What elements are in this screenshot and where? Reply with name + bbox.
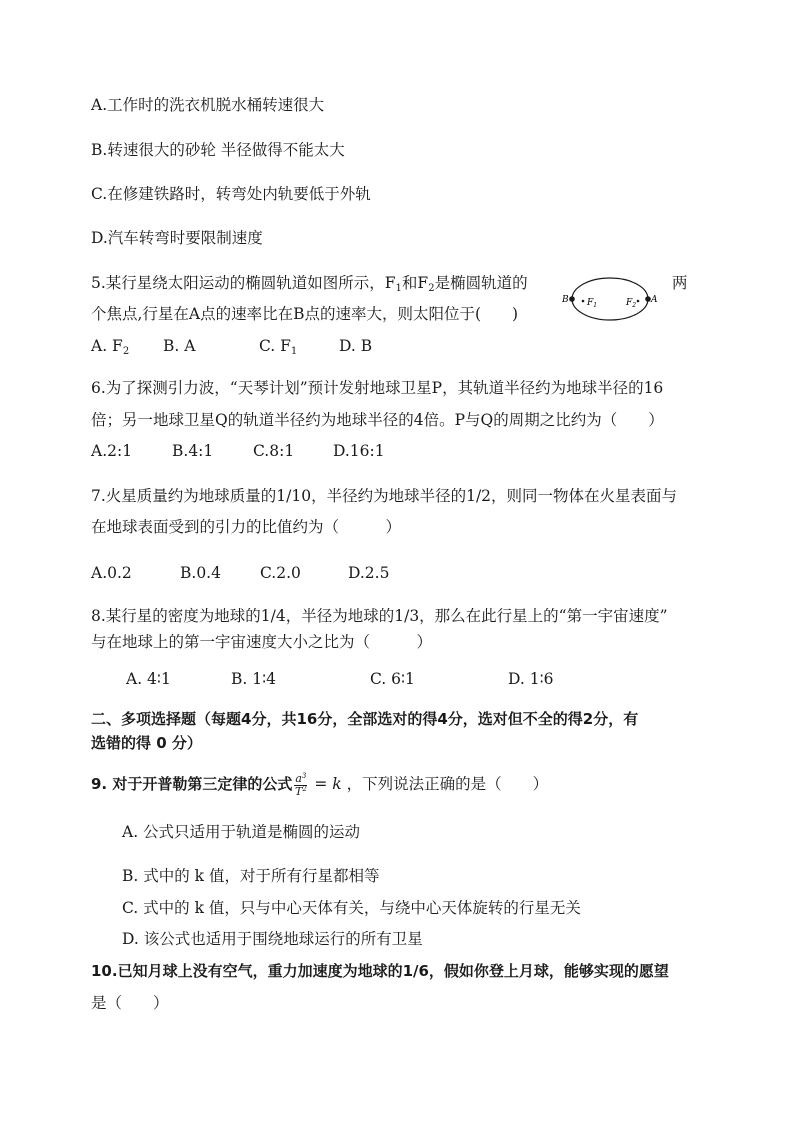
q6-option-b: B.4:1 [172,442,214,460]
q8-option-b: B. 1∶4 [231,670,277,688]
orbit-ellipse [572,278,648,320]
label-f1: $F_1$ [587,298,598,309]
q8-option-d: D. 1∶6 [508,670,554,688]
q9-option-a: A. 公式只适用于轨道是椭圆的运动 [122,823,361,841]
q5-option-b: B. A [163,337,196,355]
point-b-dot [569,296,575,302]
q9-stem: 9. 对于开普勒第三定律的公式 $\frac{a^3}{T^2}$ = k ，下列说法正确的是（ ） [91,771,549,798]
q10-stem-line2: 是（ ） [91,994,169,1012]
label-f2: $F_2$ [626,298,637,309]
focus-f2-dot [637,300,640,303]
q4-option-b: B.转速很大的砂轮 半径做得不能太大 [91,141,345,159]
q5-stem-line1: 5.某行星绕太阳运动的椭圆轨道如图所示，$F_1$和$F_2$是椭圆轨道的 [91,274,528,294]
q8-stem-line2: 与在地球上的第一宇宙速度大小之比为（ ） [91,633,433,651]
q10-stem-line1: 10.已知月球上没有空气，重力加速度为地球的1/6，假如你登上月球，能够实现的愿望 [91,962,669,980]
label-b: B [562,295,569,305]
q7-stem-line1: 7.火星质量约为地球质量的1/10，半径约为地球半径的1/2，则同一物体在火星表面与 [91,487,678,505]
q7-option-a: A.0.2 [91,564,132,582]
q9-option-b: B. 式中的 k 值，对于所有行星都相等 [122,867,380,885]
q9-option-d: D. 该公式也适用于围绕地球运行的所有卫星 [122,930,423,948]
focus-f1-dot [582,300,585,303]
q8-stem-line1: 8.某行星的密度为地球的1/4，半径为地球的1/3，那么在此行星上的“第一宇宙速度” [91,607,668,625]
q6-stem-line1: 6.为了探测引力波，“天琴计划”预计发射地球卫星P，其轨道半径约为地球半径的16 [91,379,664,397]
q8-option-c: C. 6∶1 [370,670,415,688]
q5-option-d: D. B [339,337,373,355]
q8-option-a: A. 4∶1 [126,670,171,688]
q9-option-c: C. 式中的 k 值，只与中心天体有关，与绕中心天体旋转的行星无关 [122,899,581,917]
q7-option-c: C.2.0 [260,564,301,582]
label-a: A [651,295,658,305]
q5-stem-line1-tail: 两 [672,274,688,292]
q4-option-c: C.在修建铁路时，转弯处内轨要低于外轨 [91,185,371,203]
elliptical-orbit-figure [560,274,670,326]
point-a-dot [645,296,651,302]
q5-option-c: C. $F_1$ [259,337,298,357]
q6-option-d: D.16:1 [333,442,385,460]
q6-option-c: C.8:1 [253,442,295,460]
q4-option-d: D.汽车转弯时要限制速度 [91,229,263,247]
q5-stem-line2: 个焦点,行星在A点的速率比在B点的速率大，则太阳位于( ) [91,305,519,323]
q6-option-a: A.2:1 [91,442,133,460]
q7-option-b: B.0.4 [180,564,221,582]
q7-stem-line2: 在地球表面受到的引力的比值约为（ ） [91,518,402,536]
q5-option-a: A. $F_2$ [91,337,130,357]
kepler-formula-fraction: $\frac{a^3}{T^2}$ [294,771,307,798]
q7-option-d: D.2.5 [348,564,390,582]
q4-option-a: A.工作时的洗衣机脱水桶转速很大 [91,96,325,114]
section2-heading-line1: 二、多项选择题（每题4分，共16分，全部选对的得4分，选对但不全的得2分，有 [91,710,639,728]
section2-heading-line2: 选错的得 0 分） [91,734,202,752]
q6-stem-line2: 倍；另一地球卫星Q的轨道半径约为地球半径的4倍。P与Q的周期之比约为（ ） [91,411,664,429]
